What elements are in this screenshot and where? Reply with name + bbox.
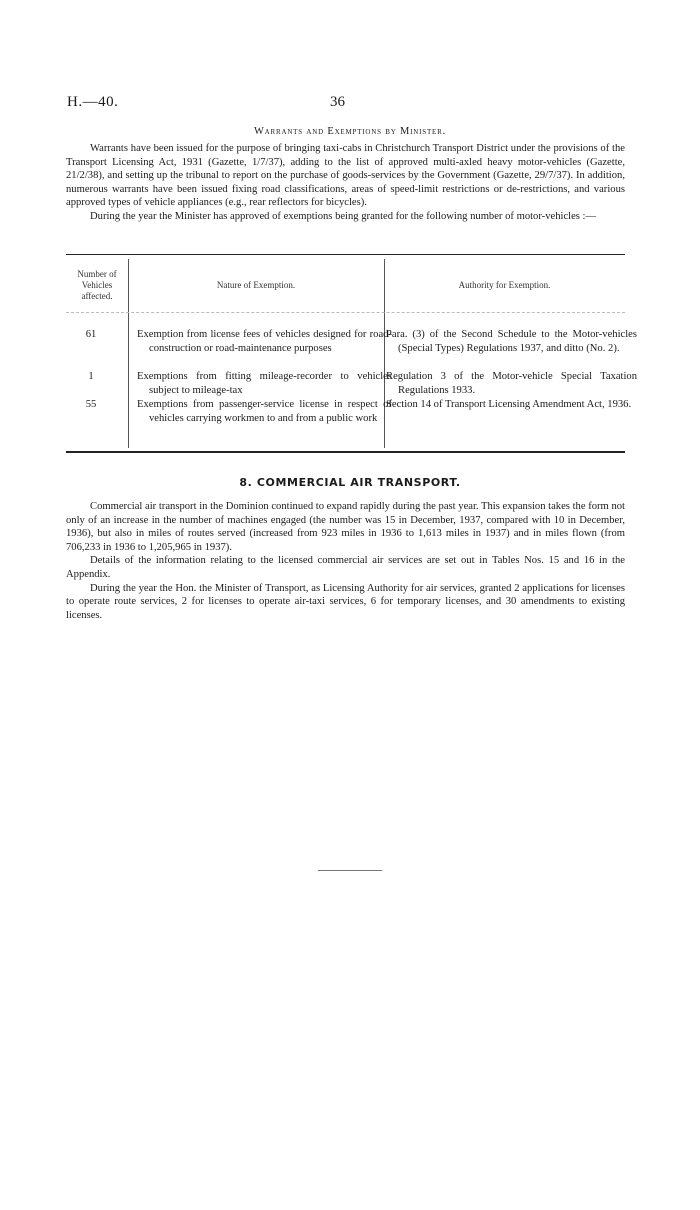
vehicle-count: 1 xyxy=(88,371,94,382)
document-reference: H.—40. xyxy=(67,94,119,110)
exemption-nature: Exemptions from passenger-service license in respect of vehicles carrying workmen to and from a public work xyxy=(137,399,392,424)
table-top-rule xyxy=(66,254,625,255)
end-rule xyxy=(318,870,382,871)
warrants-section-title: Warrants and Exemptions by Minister. xyxy=(253,126,447,137)
table-bottom-rule xyxy=(66,451,625,453)
header-authority-for-exemption: Authority for Exemption. xyxy=(458,280,551,290)
exemption-authority: Regulation 3 of the Motor-vehicle Special Taxation Regulations 1933. xyxy=(386,371,637,396)
exemption-authority: Section 14 of Transport Licensing Amendment Act, 1936. xyxy=(386,399,632,410)
air-transport-heading: 8. COMMERCIAL AIR TRANSPORT. xyxy=(239,476,461,489)
header-divider xyxy=(66,312,625,313)
air-paragraph-2: Details of the information relating to the licensed commercial air services are set out in Tables Nos. 15 and 16 in the Appendix. xyxy=(66,555,625,580)
exemption-nature: Exemptions from fitting mileage-recorder to vehicles subject to mileage-tax xyxy=(137,371,392,396)
exemption-authority: Para. (3) of the Second Schedule to the Motor-vehicles (Special Types) Regulations 1937, and ditto (No. 2). xyxy=(386,329,637,354)
warrants-body xyxy=(66,142,625,224)
exemption-nature: Exemption from license fees of vehicles designed for road-construction or road-maintenance purposes xyxy=(137,329,392,354)
air-paragraph-1: Commercial air transport in the Dominion continued to expand rapidly during the past year. This expansion takes the form not only of an increase in the number of machines engaged (the number was 15 in December, 1937, compared with 10 in December, 1936), but also in miles of routes served (increased from 923 miles in 1936 to 1,613 miles in 1937) and in miles flown (from 706,233 in 1936 to 1,205,965 in 1937). xyxy=(66,501,625,553)
warrants-paragraph-2: During the year the Minister has approved of exemptions being granted for the following number of motor-vehicles :— xyxy=(90,210,597,222)
vehicle-count: 55 xyxy=(85,399,97,410)
header-nature-of-exemption: Nature of Exemption. xyxy=(216,280,296,290)
exemptions-table xyxy=(66,257,637,450)
air-transport-body xyxy=(66,500,625,622)
air-paragraph-3: During the year the Hon. the Minister of Transport, as Licensing Authority for air services, granted 2 applications for licenses to operate route services, 2 for licenses to operate air-taxi services, 6 for temporary licenses, and 30 amendments to existing licenses. xyxy=(66,582,625,621)
vehicle-count: 61 xyxy=(85,329,97,340)
warrants-paragraph-1: Warrants have been issued for the purpose of bringing taxi-cabs in Christchurch Transport District under the provisions of the Transport Licensing Act, 1931 (Gazette, 1/7/37), adding to the list of approved multi-axled heavy motor-vehicles (Gazette, 21/2/38), and setting up the tribunal to report on the purchase of goods-services by the Government (Gazette, 29/7/37). In addition, numerous warrants have been issued fixing road classifications, areas of speed-limit restrictions or de-restrictions, and various approved types of vehicle appliances (e.g., rear reflectors for bicycles). xyxy=(66,143,625,209)
header-vehicles-affected: Number of Vehicles affected. xyxy=(77,269,117,301)
page-number: 36 xyxy=(330,94,345,110)
